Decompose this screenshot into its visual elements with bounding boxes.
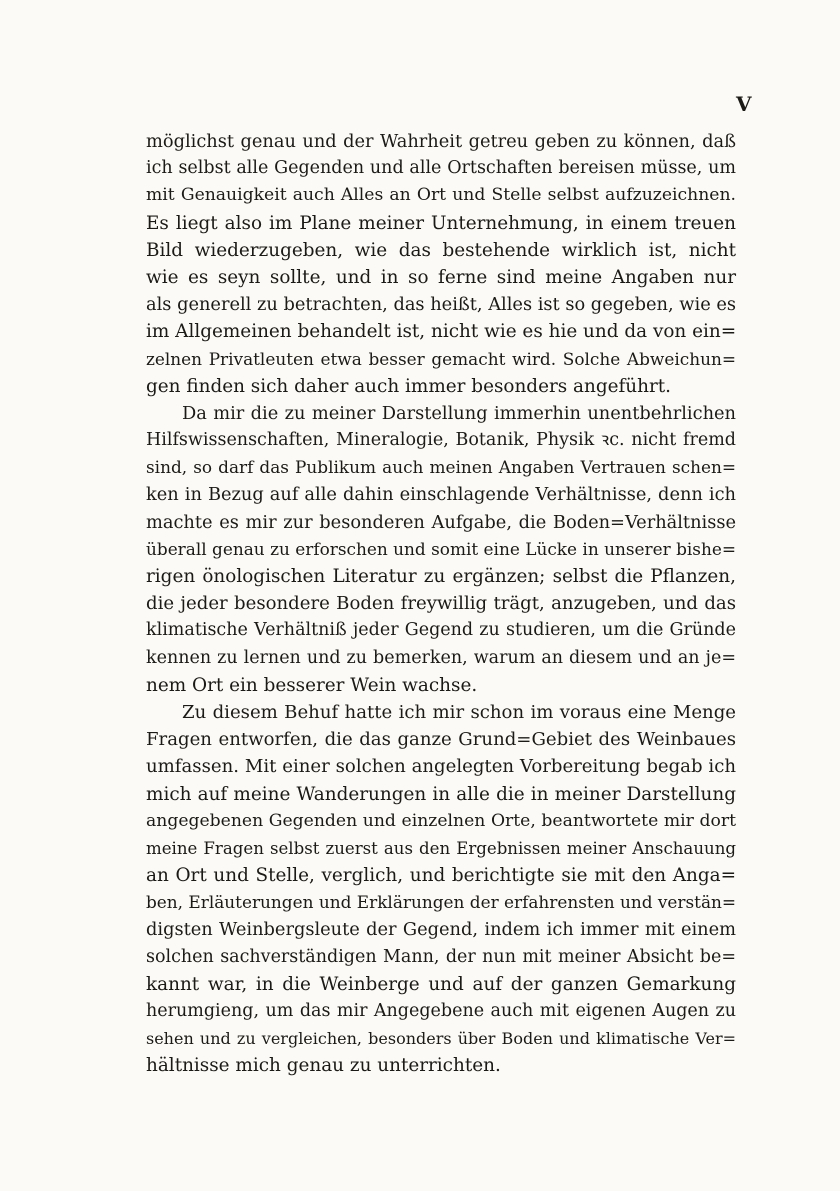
text-line: Bild wiederzugeben, wie das bestehende wirklich ist, nicht (146, 239, 736, 261)
text-line: wie es seyn sollte, und in so ferne sind meine Angaben nur (146, 266, 736, 288)
text-line: ich selbst alle Gegenden und alle Ortschaften bereisen müsse, um (146, 158, 736, 179)
text-line: mit Genauigkeit auch Alles an Ort und Stelle selbst aufzuzeichnen. (146, 185, 736, 206)
text-line: Zu diesem Behuf hatte ich mir schon im voraus eine Menge (182, 701, 736, 723)
text-line: Fragen entworfen, die das ganze Grund=Gebiet des Weinbaues (146, 729, 736, 751)
page-number: V (736, 92, 753, 116)
text-line: möglichst genau und der Wahrheit getreu geben zu können, daß (146, 131, 736, 152)
text-line: kennen zu lernen und zu bemerken, warum an diesem und an je= (146, 647, 736, 668)
text-line: an Ort und Stelle, verglich, und berichtigte sie mit den Anga= (146, 865, 736, 887)
text-line: im Allgemeinen behandelt ist, nicht wie es hie und da von ein= (146, 321, 737, 343)
text-line: angegebenen Gegenden und einzelnen Orte, beantwortete mir dort (146, 810, 736, 831)
text-line: ben, Erläuterungen und Erklärungen der erfahrensten und verstän= (146, 892, 737, 913)
text-line: Es liegt also im Plane meiner Unternehmung, in einem treuen (146, 212, 736, 234)
text-line: zelnen Privatleuten etwa besser gemacht wird. Solche Abweichun= (146, 348, 736, 369)
text-line: kannt war, in die Weinberge und auf der ganzen Gemarkung (146, 973, 736, 995)
text-line: nem Ort ein besserer Wein wachse. (146, 674, 478, 696)
text-line: meine Fragen selbst zuerst aus den Ergebnissen meiner Anschauung (146, 838, 736, 858)
text-line: klimatische Verhältniß jeder Gegend zu studieren, um die Gründe (146, 620, 736, 641)
text-line: rigen önologischen Literatur zu ergänzen; selbst die Pflanzen, (146, 566, 736, 587)
body-text (146, 128, 736, 1080)
text-line: Da mir die zu meiner Darstellung immerhin unentbehrlichen (182, 402, 736, 424)
text-line: die jeder besondere Boden freywillig trägt, anzugeben, und das (146, 593, 736, 615)
paragraph-2 (146, 400, 736, 699)
text-line: hältnisse mich genau zu unterrichten. (146, 1055, 501, 1077)
text-line: gen finden sich daher auch immer besonders angeführt. (146, 375, 672, 397)
text-line: als generell zu betrachten, das heißt, Alles ist so gegeben, wie es (146, 294, 737, 316)
text-line: umfassen. Mit einer solchen angelegten Vorbereitung begab ich (146, 756, 736, 778)
text-line: sehen und zu vergleichen, besonders über Boden und klimatische Ver= (146, 1029, 736, 1049)
text-line: sind, so darf das Publikum auch meinen Angaben Vertrauen schen= (146, 457, 736, 478)
text-line: solchen sachverständigen Mann, der nun mit meiner Absicht be= (146, 946, 736, 967)
text-line: ken in Bezug auf alle dahin einschlagende Verhältnisse, denn ich (146, 484, 736, 506)
text-line: Hilfswissenschaften, Mineralogie, Botanik, Physik ꝛc. nicht fremd (146, 430, 736, 451)
text-line: digsten Weinbergsleute der Gegend, indem ich immer mit einem (146, 919, 736, 941)
text-line: machte es mir zur besonderen Aufgabe, die Boden=Verhältnisse (146, 511, 736, 533)
paragraph-1 (146, 128, 736, 400)
text-line: mich auf meine Wanderungen in alle die in meiner Darstellung (146, 783, 736, 805)
text-line: überall genau zu erforschen und somit eine Lücke in unserer bishe= (146, 538, 736, 559)
paragraph-3 (146, 699, 736, 1080)
text-line: herumgieng, um das mir Angegebene auch mit eigenen Augen zu (146, 1001, 736, 1021)
